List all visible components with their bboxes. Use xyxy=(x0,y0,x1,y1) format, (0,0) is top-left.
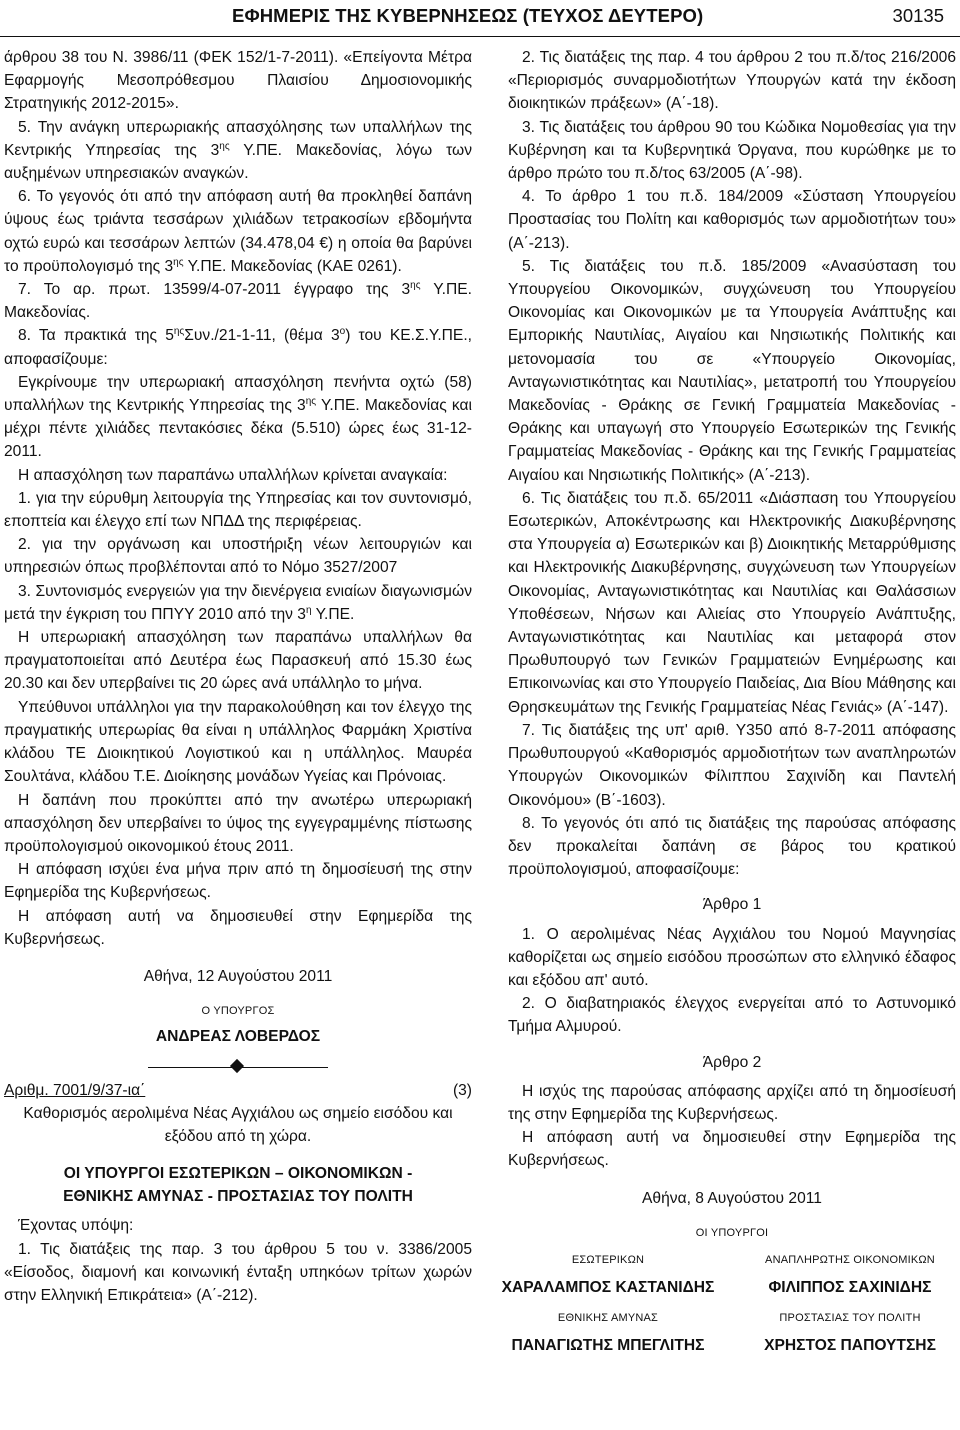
signature-role: ΕΘΝΙΚΗΣ ΑΜΥΝΑΣ xyxy=(557,1311,659,1324)
article-title: Άρθρο 2 xyxy=(702,1053,762,1071)
paragraph: 5. Την ανάγκη υπερωριακής απασχόλησης των υπαλλήλων της Κεντρικής Υπηρεσίας της $3^{\eta\varsigma}$ Υ.ΠΕ. Μακεδονίας, λόγω των αυξημένων υπηρεσιακών αναγκών. xyxy=(4,118,472,183)
paragraph: 5. Τις διατάξεις του π.δ. 185/2009 «Ανασύσταση του Υπουργείου Οικονομικών, συγχώνευση του Υπουργείου Οικονομίας και Οικονομικών με τα Υπουργεία Ανάπτυξης και Εμπορικής Ναυτιλίας, Αιγαίου και Νησιωτικής Πολιτικής και μετονομασία του σε «Υπουργείο Οικονομίας, Ανταγωνιστικότητας και Ναυτιλίας», μετατροπή του Υπουργείου Μακεδονίας - Θράκης σε Γενική Γραμματεία Μακεδονίας - Θράκης και υπαγωγή στο Υπουργείο Εσωτερικών της Γενικής Γραμματείας Μακεδονίας - Θράκης και της Γενικής Γραμματείας Αιγαίου και Νησιωτικής Πολιτικής» (Α΄-213). xyxy=(508,257,956,484)
paragraph: 4. Το άρθρο 1 του π.δ. 184/2009 «Σύσταση Υπουργείου Προστασίας του Πολίτη και καθορισμός των αρμοδιοτήτων του» (Α΄-213). xyxy=(508,188,956,252)
decision-number: Αριθμ. 7001/9/37-ια΄ xyxy=(4,1081,146,1099)
left-column xyxy=(4,46,472,1307)
decision-index: (3) xyxy=(452,1081,472,1099)
gazette-title: ΕΦΗΜΕΡΙΣ ΤΗΣ ΚΥΒΕΡΝΗΣΕΩΣ (ΤΕΥΧΟΣ ΔΕΥΤΕΡΟ) xyxy=(232,5,704,26)
signatures xyxy=(501,1249,956,1367)
paragraph: Εγκρίνουμε την υπερωριακή απασχόληση πενήντα οχτώ (58) υπαλλήλων της Κεντρικής Υπηρεσίας της $3^{\eta\varsigma}$ Υ.ΠΕ. Μακεδονίας και μέχρι πέντε χιλιάδες πεντακόσιες δέκα (5.510) ώρες έως 31-12-2011. xyxy=(4,373,472,461)
paragraph: 7. Τις διατάξεις της υπ' αριθ. Υ350 από 8-7-2011 απόφασης Πρωθυπουργού «Καθορισμός αρμοδιοτήτων των αναπληρωτών Υπουργών Οικονομικών Φίλιππου Σαχινίδη και Παντελή Οικονόμου» (Β΄-1603). xyxy=(508,721,956,809)
signature-name: ΦΙΛΙΠΠΟΣ ΣΑΧΙΝΙΔΗΣ xyxy=(768,1279,932,1297)
right-column xyxy=(501,46,956,1367)
paragraph: Υπεύθυνοι υπάλληλοι για την παρακολούθηση και τον έλεγχο της πραγματικής υπερωρίας θα είναι η υπάλληλος Φαρμάκη Χριστίνα κλάδου ΤΕ Διοικητικού Λογιστικού και η υπάλληλος. Μαυρέα Σουλτάνα, κλάδου Τ.Ε. Διοίκησης μονάδων Υγείας και Πρόνοιας. xyxy=(4,698,472,786)
paragraph: 3. Συντονισμός ενεργειών για την διενέργεια ενιαίων διαγωνισμών μετά την έγκριση του ΠΠΥΥ 2010 από την $3^\eta$ Υ.ΠΕ. xyxy=(4,582,472,623)
paragraph: 1. Τις διατάξεις της παρ. 3 του άρθρου 5 του ν. 3386/2005 «Είσοδος, διαμονή και κοινωνική ένταξη υπηκόων τρίτων χωρών στην Ελληνική Επικράτεια» (Α΄-212). xyxy=(4,1240,472,1304)
minister-label: Ο ΥΠΟΥΡΓΟΣ xyxy=(201,1005,275,1018)
ministers-heading: ΟΙ ΥΠΟΥΡΓΟΙ ΕΣΩΤΕΡΙΚΩΝ – ΟΙΚΟΝΟΜΙΚΩΝ - xyxy=(63,1164,413,1182)
signature-name: ΧΡΗΣΤΟΣ ΠΑΠΟΥΤΣΗΣ xyxy=(764,1337,936,1355)
paragraph: 3. Τις διατάξεις του άρθρου 90 του Κώδικα Νομοθεσίας για την Κυβέρνηση και τα Κυβερνητικά Όργανα, που κυρώθηκε με το άρθρο πρώτο του π.δ/τος 63/2005 (Α΄-98). xyxy=(508,118,956,183)
page-number: 30135 xyxy=(892,5,944,26)
signature-block xyxy=(740,1307,960,1357)
minister-name: ΑΝΔΡΕΑΣ ΛΟΒΕΡΔΟΣ xyxy=(155,1028,321,1046)
paragraph: Η απόφαση αυτή να δημοσιευθεί στην Εφημερίδα της Κυβερνήσεως. xyxy=(4,907,472,948)
paragraph: Η απασχόληση των παραπάνω υπαλλήλων κρίνεται αναγκαία: xyxy=(18,466,448,484)
signature-name: ΠΑΝΑΓΙΩΤΗΣ ΜΠΕΓΛΙΤΗΣ xyxy=(511,1337,705,1355)
having-regard: Έχοντας υπόψη: xyxy=(18,1217,134,1235)
diamond-icon xyxy=(230,1058,244,1072)
signature-block xyxy=(740,1249,960,1299)
paragraph: 1. Ο αερολιμένας Νέας Αγχιάλου του Νομού Μαγνησίας καθορίζεται ως σημείο εισόδου προσώπων στο ελληνικό έδαφος και εξόδου απ' αυτό. xyxy=(508,925,956,989)
paragraph: 7. Το αρ. πρωτ. 13599/4-07-2011 έγγραφο της $3^{\eta\varsigma}$ Υ.ΠΕ. Μακεδονίας. xyxy=(4,280,472,322)
paragraph: Η δαπάνη που προκύπτει από την ανωτέρω υπερωριακή απασχόληση δεν υπερβαίνει το ύψος της εγγεγραμμένης πίστωσης προϋπολογισμού οικονομικού έτους 2011. xyxy=(4,791,472,855)
header-rule xyxy=(0,36,960,37)
paragraph: Η απόφαση ισχύει ένα μήνα πριν από τη δημοσίευσή της στην Εφημερίδα της Κυβερνήσεως. xyxy=(4,861,472,902)
signing-date: Αθήνα, 8 Αυγούστου 2011 xyxy=(642,1189,822,1207)
ministers-heading: ΕΘΝΙΚΗΣ ΑΜΥΝΑΣ - ΠΡΟΣΤΑΣΙΑΣ ΤΟΥ ΠΟΛΙΤΗ xyxy=(63,1188,413,1206)
paragraph: 8. Τα πρακτικά της $5^{\eta\varsigma}\Sigma\upsilon\nu./21-1-11$, (θέμα $3^o$) του ΚΕ.Σ.Υ.ΠΕ., αποφασίζουμε: xyxy=(4,326,472,368)
paragraph: 6. Τις διατάξεις του π.δ. 65/2011 «Διάσπαση του Υπουργείου Εσωτερικών, Αποκέντρωσης και Ηλεκτρονικής Διακυβέρνησης στα Υπουργεία α) Εσωτερικών και β) Διοικητικής Μεταρρύθμισης και Ηλεκτρονικής Διακυβέρνησης, συγχώνευση των Υπουργείων Οικονομίας, Ανταγωνιστικότητας και Ναυτιλίας και Θαλάσσιων Υποθέσεων, Νήσων και Αλιείας στο Υπουργείο Ανάπτυξης, Ανταγωνιστικότητας και Ναυτιλίας και μεταφορά στον Πρωθυπουργό των Γενικών Γραμματειών Ενημέρωσης και Επικοινωνίας και στο Υπουργείο Παιδείας, Δια Βίου Μάθησης και Θρησκευμάτων της Γενικής Γραμματείας Νέας Γενιάς» (Α΄-147). xyxy=(508,489,956,716)
decision-number-row xyxy=(4,1079,472,1102)
paragraph: Η απόφαση αυτή να δημοσιευθεί στην Εφημερίδα της Κυβερνήσεως. xyxy=(508,1129,956,1170)
paragraph: 2. Ο διαβατηριακός έλεγχος ενεργείται από το Αστυνομικό Τμήμα Αλμυρού. xyxy=(508,995,956,1036)
decision-title: Καθορισμός αερολιμένα Νέας Αγχιάλου ως σημείο εισόδου και εξόδου από τη χώρα. xyxy=(23,1104,453,1145)
signature-block xyxy=(498,1307,718,1357)
signature-role: ΑΝΑΠΛΗΡΩΤΗΣ ΟΙΚΟΝΟΜΙΚΩΝ xyxy=(765,1253,935,1266)
paragraph: άρθρου 38 του Ν. 3986/11 (ΦΕΚ 152/1-7-2011). «Επείγοντα Μέτρα Εφαρμογής Μεσοπρόθεσμου Πλαισίου Δημοσιονομικής Στρατηγικής 2012-2015». xyxy=(4,49,472,113)
ministers-label: ΟΙ ΥΠΟΥΡΓΟΙ xyxy=(695,1226,769,1239)
paragraph: 8. Το γεγονός ότι από τις διατάξεις της παρούσας απόφασης δεν προκαλείται δαπάνη σε βάρος του κρατικού προϋπολογισμού, αποφασίζουμε: xyxy=(508,814,956,879)
paragraph: Η ισχύς της παρούσας απόφασης αρχίζει από τη δημοσίευσή της στην Εφημερίδα της Κυβερνήσεως. xyxy=(508,1082,956,1123)
signature-role: ΠΡΟΣΤΑΣΙΑΣ ΤΟΥ ΠΟΛΙΤΗ xyxy=(779,1311,921,1324)
page-header xyxy=(0,0,960,40)
signature-block xyxy=(498,1249,718,1299)
article-title: Άρθρο 1 xyxy=(702,896,762,914)
paragraph: 6. Το γεγονός ότι από την απόφαση αυτή θα προκληθεί δαπάνη ύψους έως τριάντα τεσσάρων χιλιάδων τετρακοσίων εβδομήντα οχτώ ευρώ και τεσσάρων λεπτών (34.478,04 €) η οποία θα βαρύνει το προϋπολογισμό της $3^{\eta\varsigma}$ Υ.ΠΕ. Μακεδονίας (ΚΑΕ 0261). xyxy=(4,188,472,275)
separator-ornament xyxy=(148,1059,328,1075)
paragraph: 2. για την οργάνωση και υποστήριξη νέων λειτουργιών και υπηρεσιών όπως προβλέπονται από το Νόμο 3527/2007 xyxy=(4,536,472,577)
paragraph: 2. Τις διατάξεις της παρ. 4 του άρθρου 2 του π.δ/τος 216/2006 «Περιορισμός συναρμοδιοτήτων Υπουργών κατά την έκδοση διοικητικών πράξεων» (Α΄-18). xyxy=(508,49,956,113)
signature-name: ΧΑΡΑΛΑΜΠΟΣ ΚΑΣΤΑΝΙΔΗΣ xyxy=(501,1279,715,1297)
paragraph: 1. για την εύρυθμη λειτουργία της Υπηρεσίας και τον συντονισμό, εποπτεία και έλεγχο επί των ΝΠΔΔ της περιφέρειας. xyxy=(4,489,472,531)
signing-date: Αθήνα, 12 Αυγούστου 2011 xyxy=(143,967,333,985)
signature-role: ΕΣΩΤΕΡΙΚΩΝ xyxy=(571,1253,645,1266)
paragraph: Η υπερωριακή απασχόληση των παραπάνω υπαλλήλων θα πραγματοποιείται από Δευτέρα έως Παρασκευή από 15.30 έως 20.30 και δεν υπερβαίνει τις 20 ώρες ανά υπάλληλο το μήνα. xyxy=(4,629,472,693)
